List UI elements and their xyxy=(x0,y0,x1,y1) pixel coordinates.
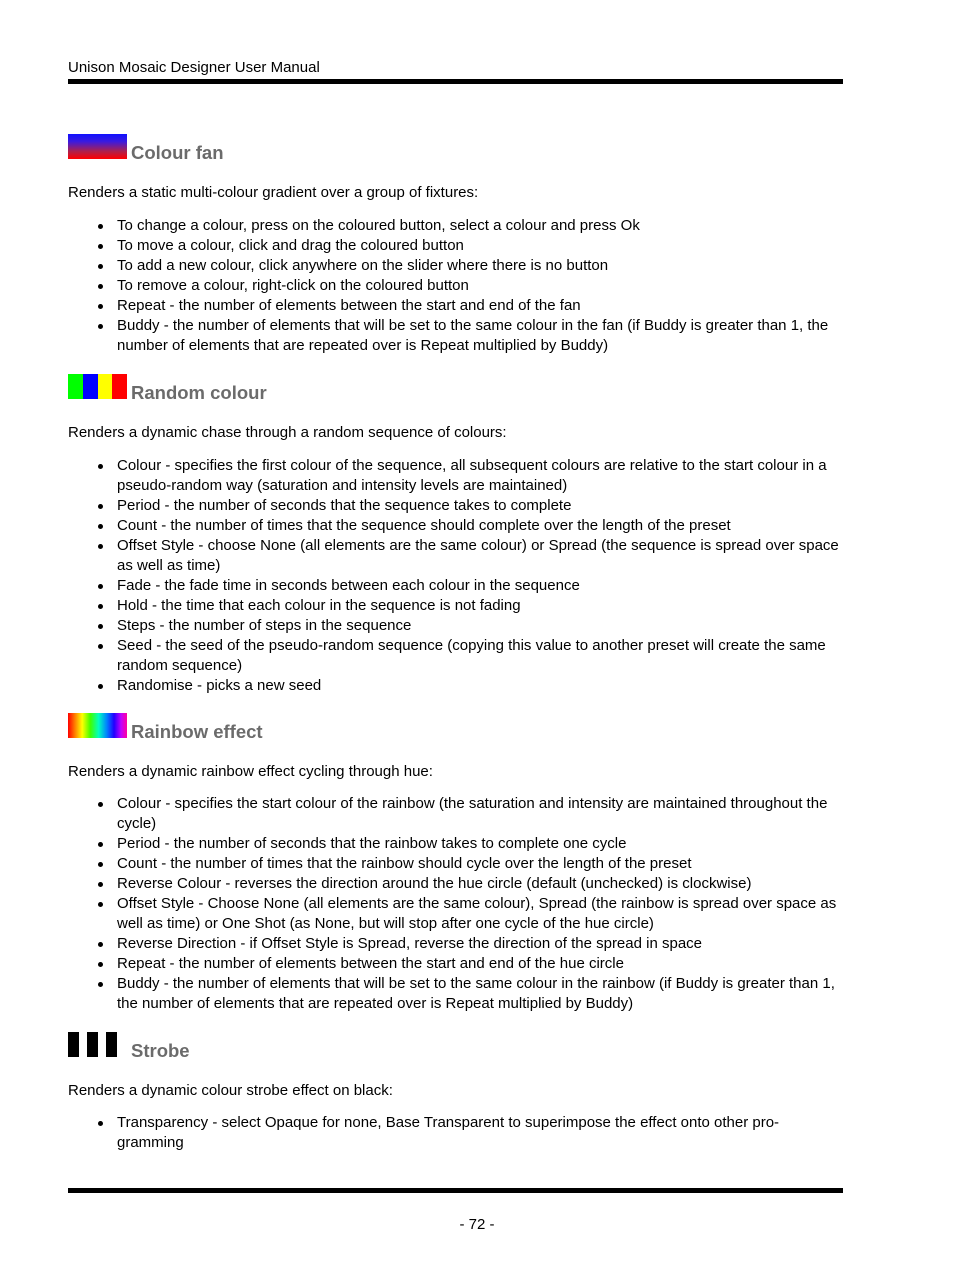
list-item: Repeat - the number of elements between the start and end of the hue circle xyxy=(68,954,848,974)
section-title: Random colour xyxy=(131,382,267,403)
footer-rule xyxy=(68,1188,843,1193)
colour-stripe xyxy=(83,374,98,399)
strobe-bars-icon xyxy=(68,1032,118,1057)
strobe-bar xyxy=(106,1032,117,1057)
list-item: Randomise - picks a new seed xyxy=(68,676,848,696)
colour-stripe xyxy=(98,374,113,399)
list-item: Count - the number of times that the sequence should complete over the length of the preset xyxy=(68,516,848,536)
list-item: Steps - the number of steps in the sequence xyxy=(68,616,848,636)
section-colour-fan xyxy=(68,134,848,356)
list-item: Repeat - the number of elements between the start and end of the fan xyxy=(68,296,848,316)
list-item: Hold - the time that each colour in the sequence is not fading xyxy=(68,596,848,616)
bullet-list xyxy=(68,1113,848,1153)
list-item: Colour - specifies the start colour of the rainbow (the saturation and intensity are maintained throughout the cycle) xyxy=(68,794,848,834)
list-item: Offset Style - choose None (all elements are the same colour) or Spread (the sequence is spread over space as well as time) xyxy=(68,536,848,576)
section-intro: Renders a dynamic colour strobe effect on black: xyxy=(68,1082,393,1099)
bullet-list xyxy=(68,216,848,356)
list-item: Count - the number of times that the rainbow should cycle over the length of the preset xyxy=(68,854,848,874)
document-header-title: Unison Mosaic Designer User Manual xyxy=(68,59,320,76)
random-colour-icon xyxy=(68,374,127,399)
section-strobe xyxy=(68,1032,848,1153)
list-item: Period - the number of seconds that the rainbow takes to complete one cycle xyxy=(68,834,848,854)
list-item: Reverse Direction - if Offset Style is Spread, reverse the direction of the spread in space xyxy=(68,934,848,954)
section-title: Rainbow effect xyxy=(131,721,263,742)
section-rainbow-effect xyxy=(68,713,848,1014)
list-item: Colour - specifies the first colour of the sequence, all subsequent colours are relative to the start colour in a pseudo-random way (saturation and intensity levels are maintained) xyxy=(68,456,848,496)
list-item: Buddy - the number of elements that will be set to the same colour in the rainbow (if Buddy is greater than 1, the number of elements that are repeated over is Repeat multiplied by Buddy) xyxy=(68,974,848,1014)
section-heading xyxy=(68,374,848,404)
section-heading xyxy=(68,713,848,743)
section-heading xyxy=(68,1032,848,1062)
section-title: Colour fan xyxy=(131,142,224,163)
list-item: Transparency - select Opaque for none, Base Transparent to superimpose the effect onto other pro- gramming xyxy=(68,1113,848,1153)
colour-stripe xyxy=(68,374,83,399)
section-heading xyxy=(68,134,848,164)
bullet-list xyxy=(68,456,848,696)
list-item: Period - the number of seconds that the sequence takes to complete xyxy=(68,496,848,516)
header-rule xyxy=(68,79,843,84)
bullet-list xyxy=(68,794,848,1014)
list-item: To remove a colour, right-click on the coloured button xyxy=(68,276,848,296)
section-intro: Renders a dynamic chase through a random sequence of colours: xyxy=(68,424,507,441)
list-item: To add a new colour, click anywhere on the slider where there is no button xyxy=(68,256,848,276)
strobe-bar xyxy=(68,1032,79,1057)
section-title: Strobe xyxy=(131,1040,190,1061)
section-intro: Renders a static multi-colour gradient over a group of fixtures: xyxy=(68,184,479,201)
list-item: Seed - the seed of the pseudo-random sequence (copying this value to another preset will create the same random sequence) xyxy=(68,636,848,676)
page-number: - 72 - xyxy=(459,1216,495,1233)
list-item: Reverse Colour - reverses the direction around the hue circle (default (unchecked) is clockwise) xyxy=(68,874,848,894)
list-item: Fade - the fade time in seconds between each colour in the sequence xyxy=(68,576,848,596)
strobe-bar xyxy=(87,1032,98,1057)
section-random-colour xyxy=(68,374,848,696)
list-item: Offset Style - Choose None (all elements are the same colour), Spread (the rainbow is spread over space as well as time) or One Shot (as None, but will stop after one cycle of the hue circle) xyxy=(68,894,848,934)
colour-stripe xyxy=(112,374,127,399)
section-intro: Renders a dynamic rainbow effect cycling through hue: xyxy=(68,763,433,780)
list-item: To move a colour, click and drag the coloured button xyxy=(68,236,848,256)
list-item: Buddy - the number of elements that will be set to the same colour in the fan (if Buddy is greater than 1, the number of elements that are repeated over is Repeat multiplied by Buddy) xyxy=(68,316,848,356)
gradient-fan-icon xyxy=(68,134,127,159)
list-item: To change a colour, press on the coloured button, select a colour and press Ok xyxy=(68,216,848,236)
rainbow-icon xyxy=(68,713,127,738)
